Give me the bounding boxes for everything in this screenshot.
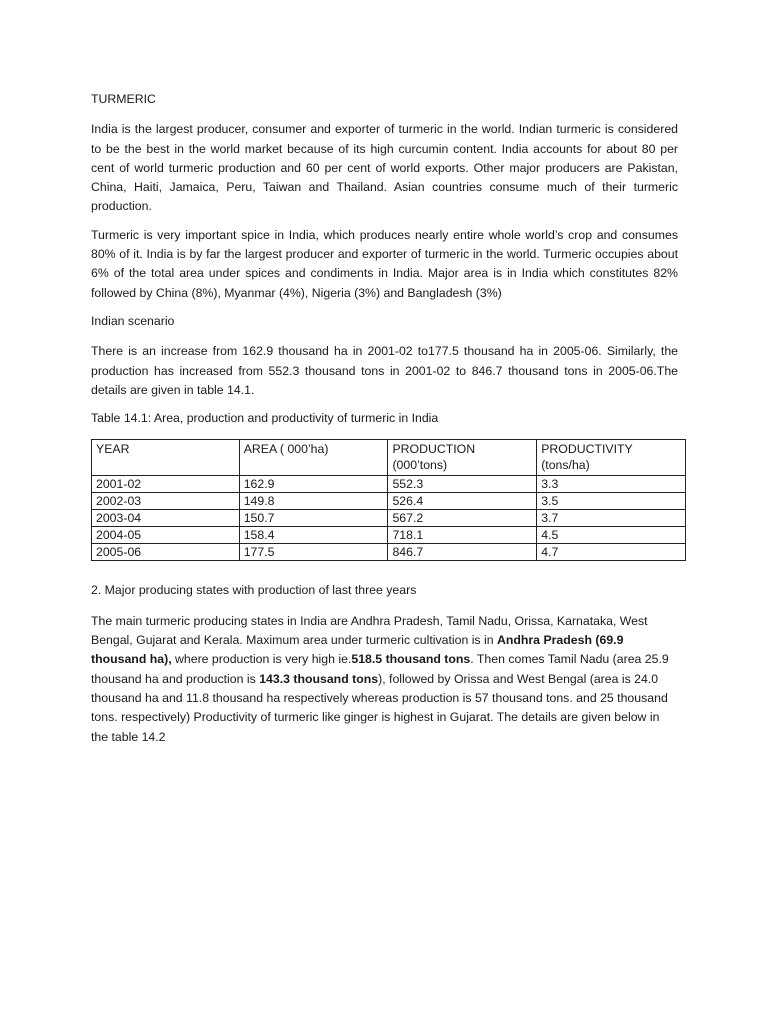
cell-production: 846.7 — [388, 544, 537, 561]
table-row — [92, 476, 686, 493]
document-title: TURMERIC — [91, 92, 156, 106]
states-text-7: ), followed by Orissa and West Bengal (area is 24.0 thousand ha and 11.8 thousand ha respectively whereas production is 57 thousand tons. and 25 thousand tons. respectively) Productivity of turmeric like ginger is highest in Gujarat. The details are given below in the table 14.2 — [91, 671, 668, 744]
scenario-heading: Indian scenario — [91, 313, 175, 328]
cell-productivity: 4.7 — [537, 544, 686, 561]
cell-year: 2004-05 — [92, 527, 240, 544]
cell-production: 552.3 — [388, 476, 537, 493]
spice-paragraph: Turmeric is very important spice in India, which produces nearly entire whole world’s crop and consumes 80% of it. India is by far the largest producer and exporter of turmeric in the world. Turmeric occupies about 6% of the total area under spices and condiments in India. Major area is in India which constitutes 82% followed by China (8%), Myanmar (4%), Nigeria (3%) and Bangladesh (3%) — [91, 227, 678, 300]
header-production: PRODUCTION (000’tons) — [388, 440, 537, 476]
table-header-row — [92, 440, 686, 476]
states-text-andhra-production: 518.5 thousand tons — [351, 652, 471, 667]
states-paragraph — [91, 612, 678, 747]
states-text-5: . Then comes Tamil Nadu (area 25.9 thousand ha and production is — [91, 652, 669, 686]
header-area: AREA ( 000’ha) — [239, 440, 388, 476]
header-year: YEAR — [92, 440, 240, 476]
cell-productivity: 3.7 — [537, 510, 686, 527]
cell-productivity: 3.5 — [537, 493, 686, 510]
states-text-1: The main turmeric producing states in India are Andhra Pradesh, Tamil Nadu, Orissa, Karnataka, West Bengal, Gujarat and Kerala. Maximum area under turmeric cultivation is in — [91, 613, 648, 648]
states-text-tamilnadu-production: 143.3 thousand tons — [259, 671, 379, 686]
states-text-andhra: Andhra Pradesh (69.9 thousand ha), — [91, 633, 624, 667]
section-2-heading: 2. Major producing states with production of last three years — [91, 583, 417, 598]
cell-area: 150.7 — [239, 510, 388, 527]
table-row — [92, 527, 686, 544]
cell-production: 526.4 — [388, 493, 537, 510]
cell-year: 2001-02 — [92, 476, 240, 493]
cell-area: 149.8 — [239, 493, 388, 510]
document-body — [91, 90, 678, 747]
cell-year: 2002-03 — [92, 493, 240, 510]
states-text-3: where production is very high ie. — [171, 652, 352, 667]
cell-year: 2005-06 — [92, 544, 240, 561]
cell-area: 162.9 — [239, 476, 388, 493]
cell-production: 718.1 — [388, 527, 537, 544]
table-row — [92, 544, 686, 561]
header-productivity: PRODUCTIVITY (tons/ha) — [537, 440, 686, 476]
table-caption: Table 14.1: Area, production and productivity of turmeric in India — [91, 411, 439, 426]
cell-area: 158.4 — [239, 527, 388, 544]
cell-production: 567.2 — [388, 510, 537, 527]
turmeric-data-table — [91, 439, 686, 561]
table-row — [92, 493, 686, 510]
cell-productivity: 3.3 — [537, 476, 686, 493]
cell-year: 2003-04 — [92, 510, 240, 527]
cell-productivity: 4.5 — [537, 527, 686, 544]
scenario-paragraph: There is an increase from 162.9 thousand ha in 2001-02 to177.5 thousand ha in 2005-06. Similarly, the production has increased from 552.3 thousand tons in 2001-02 to 846.7 thousand tons in 2005-06.The details are given in table 14.1. — [91, 344, 678, 397]
cell-area: 177.5 — [239, 544, 388, 561]
intro-paragraph: India is the largest producer, consumer and exporter of turmeric in the world. Indian turmeric is considered to be the best in the world market because of its high curcumin content. India accounts for about 80 per cent of world turmeric production and 60 per cent of world exports. Other major producers are Pakistan, China, Haiti, Jamaica, Peru, Taiwan and Thailand. Asian countries consume much of their turmeric production. — [91, 122, 678, 214]
table-row — [92, 510, 686, 527]
